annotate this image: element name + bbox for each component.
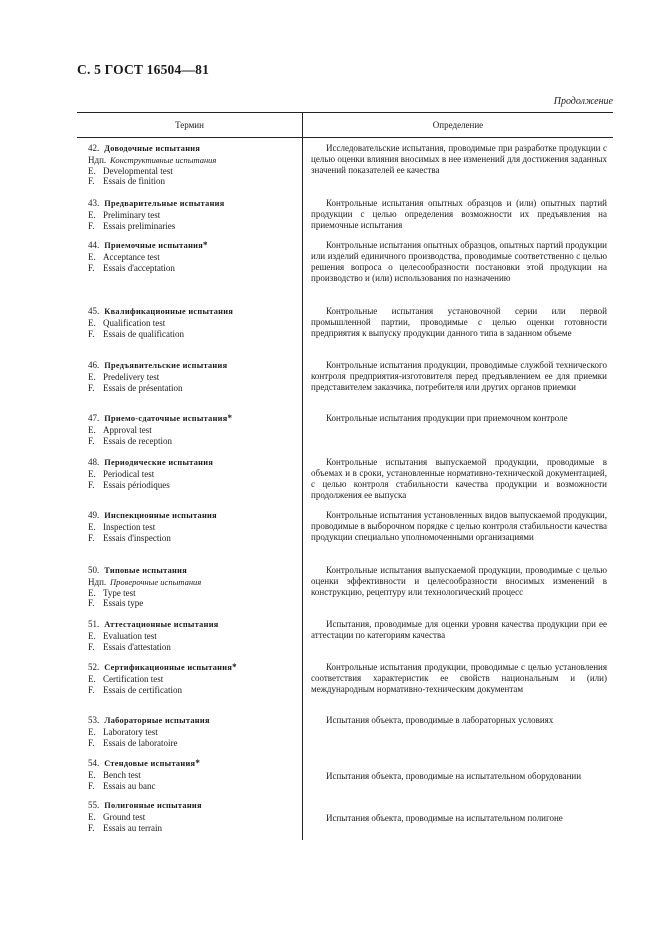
definition-text: Контрольные испытания продукции, проводимые с целью установления соответствия характеристик ее свойств национальным и (или) международным нормативно-техническим документам	[311, 662, 607, 694]
definition-text: Испытания, проводимые для оценки уровня качества продукции при ее аттестации по категориям качества	[311, 619, 607, 640]
term-cell: 43. Предварительные испытания E. Preliminary test F. Essais preliminaries	[88, 198, 225, 231]
term-number: 50.	[88, 565, 100, 575]
term-number: 49.	[88, 510, 100, 520]
french-term: Essais de reception	[103, 435, 172, 446]
term-name: Полигонные испытания	[104, 801, 202, 810]
english-term: Approval test	[103, 424, 152, 435]
term-number: 44.	[88, 240, 100, 250]
english-term: Preliminary test	[103, 209, 161, 220]
definition-text: Контрольные испытания выпускаемой продукции, проводимые в объемах и в сроки, установленные нормативно-технической документацией, с целью контроля стабильности качества продукции и возможности продолжения ее выпуска	[311, 457, 607, 500]
definition-text: Контрольные испытания выпускаемой продукции, проводимые с целью оценки эффективности и целесообразности вносимых изменений в конструкцию, рецептуру или технологический процесс	[311, 565, 607, 597]
term-name: Стендовые испытания	[104, 759, 196, 768]
english-term: Acceptance test	[103, 251, 160, 262]
definition-text: Контрольные испытания опытных образцов, опытных партий продукции или изделий единичного производства, проводимые соответственно с целью решения вопроса о целесообразности постановки этой продукции на производство и (или) использования по назначению	[311, 240, 607, 283]
term-number: 51.	[88, 619, 100, 629]
term-cell: 52. Сертификационные испытания* E. Certification test F. Essais de certification	[88, 662, 237, 695]
term-name: Квалификационные испытания	[104, 307, 234, 316]
term-cell: 54. Стендовые испытания* E. Bench test F. Essais au banc	[88, 758, 200, 791]
definition-text: Контрольные испытания установочной серии или первой промышленной партии, проводимые с целью оценки готовности предприятия к выпуску продукции данного типа в заданном объеме	[311, 306, 607, 338]
definition-text: Контрольные испытания опытных образцов и (или) опытных партий продукции с целью определения возможности их предъявления на приемочные испытания	[311, 198, 607, 230]
french-term: Essais type	[103, 598, 144, 609]
french-term: Essais d'inspection	[103, 532, 171, 543]
definition-text: Контрольные испытания установленных видов выпускаемой продукции, проводимые в выборочном порядке с целью контроля стабильности качества продукции специально уполномоченными организациями	[311, 510, 607, 542]
column-header-term: Термин	[175, 120, 204, 130]
french-term: Essais de certification	[103, 684, 182, 695]
english-term: Predelivery test	[103, 371, 160, 382]
term-name: Лабораторные испытания	[104, 716, 210, 725]
term-name: Инспекционные испытания	[104, 511, 217, 520]
french-term: Essais d'attestation	[103, 641, 171, 652]
english-term: Bench test	[103, 769, 141, 780]
english-term: Certification test	[103, 673, 164, 684]
french-term: Essais au terrain	[103, 822, 162, 833]
term-number: 52.	[88, 662, 100, 672]
term-cell: 45. Квалификационные испытания E. Qualification test F. Essais de qualification	[88, 306, 234, 339]
english-term: Ground test	[103, 811, 146, 822]
term-name: Типовые испытания	[104, 566, 187, 575]
term-asterisk: *	[227, 413, 233, 423]
french-term: Essais d'acceptation	[103, 262, 175, 273]
term-cell: 42. Доводочные испытания Ндп. Конструктивные испытания E. Developmental test F. Essais de finition	[88, 143, 217, 187]
french-term: Essais au banc	[103, 780, 156, 791]
term-asterisk: *	[232, 662, 237, 672]
term-name: Периодические испытания	[104, 458, 214, 467]
english-term: Inspection test	[103, 521, 156, 532]
term-asterisk: *	[195, 758, 200, 768]
term-cell: 48. Периодические испытания E. Periodical test F. Essais périodiques	[88, 457, 214, 490]
english-term: Laboratory test	[103, 726, 158, 737]
term-number: 43.	[88, 198, 100, 208]
term-number: 45.	[88, 306, 100, 316]
french-term: Essais preliminaries	[103, 220, 176, 231]
definition-text: Испытания объекта, проводимые на испытательном полигоне	[326, 813, 563, 823]
english-term: Evaluation test	[103, 630, 157, 641]
term-cell: 53. Лабораторные испытания E. Laboratory test F. Essais de laboratoire	[88, 715, 210, 748]
term-cell: 49. Инспекционные испытания E. Inspection test F. Essais d'inspection	[88, 510, 217, 543]
table-header-rule	[77, 137, 613, 138]
term-number: 55.	[88, 800, 100, 810]
term-number: 54.	[88, 758, 100, 768]
term-name: Сертификационные испытания	[104, 663, 233, 672]
term-name: Доводочные испытания	[104, 144, 201, 153]
definition-text: Контрольные испытания продукции, проводимые службой технического контроля предприятия-изготовителя перед предъявлением ее для приемки представителем заказчика, потребителя или других органов приемки	[311, 360, 607, 392]
definition-text: Испытания объекта, проводимые в лабораторных условиях	[326, 715, 554, 725]
french-term: Essais de finition	[103, 176, 165, 187]
term-number: 48.	[88, 457, 100, 467]
term-asterisk: *	[203, 240, 208, 250]
ndp-prefix: Ндп.	[88, 154, 107, 165]
french-term: Essais de qualification	[103, 328, 184, 339]
term-number: 47.	[88, 413, 100, 423]
continued-label: Продолжение	[553, 96, 613, 107]
english-term: Developmental test	[103, 165, 173, 176]
definition-text: Контрольные испытания продукции при приемочном контроле	[326, 413, 568, 423]
term-cell: 44. Приемочные испытания* E. Acceptance test F. Essais d'acceptation	[88, 240, 208, 273]
column-header-definition: Определение	[432, 120, 484, 130]
column-divider	[302, 112, 303, 840]
french-term: Essais de présentation	[103, 382, 183, 393]
term-name: Предварительные испытания	[104, 199, 225, 208]
page-header: С. 5 ГОСТ 16504—81	[77, 62, 210, 77]
definition-text: Исследовательские испытания, проводимые при разработке продукции с целью оценки влияния вносимых в нее изменений для достижения заданных значений показателей ее качества	[311, 143, 607, 175]
term-name: Предъявительские испытания	[104, 361, 228, 370]
term-cell: 47. Приемо-сдаточные испытания* E. Approval test F. Essais de reception	[88, 413, 233, 446]
deprecated-term: Проверочные испытания	[110, 576, 202, 587]
term-cell: 46. Предъявительские испытания E. Predelivery test F. Essais de présentation	[88, 360, 228, 393]
term-name: Приемо-сдаточные испытания	[104, 414, 228, 423]
english-term: Periodical test	[103, 468, 155, 479]
term-number: 42.	[88, 143, 100, 153]
term-cell: 50. Типовые испытания Ндп. Проверочные испытания E. Type test F. Essais type	[88, 565, 202, 609]
term-number: 46.	[88, 360, 100, 370]
definition-text: Испытания объекта, проводимые на испытательном оборудовании	[326, 771, 582, 781]
term-name: Аттестационные испытания	[104, 620, 219, 629]
english-term: Type test	[103, 587, 136, 598]
table-top-rule	[77, 112, 613, 113]
term-cell: 55. Полигонные испытания E. Ground test F. Essais au terrain	[88, 800, 202, 833]
term-name: Приемочные испытания	[104, 241, 204, 250]
ndp-prefix: Ндп.	[88, 576, 107, 587]
term-number: 53.	[88, 715, 100, 725]
term-cell: 51. Аттестационные испытания E. Evaluation test F. Essais d'attestation	[88, 619, 219, 652]
french-term: Essais périodiques	[103, 479, 170, 490]
french-term: Essais de laboratoire	[103, 737, 178, 748]
deprecated-term: Конструктивные испытания	[110, 154, 217, 165]
english-term: Qualification test	[103, 317, 166, 328]
